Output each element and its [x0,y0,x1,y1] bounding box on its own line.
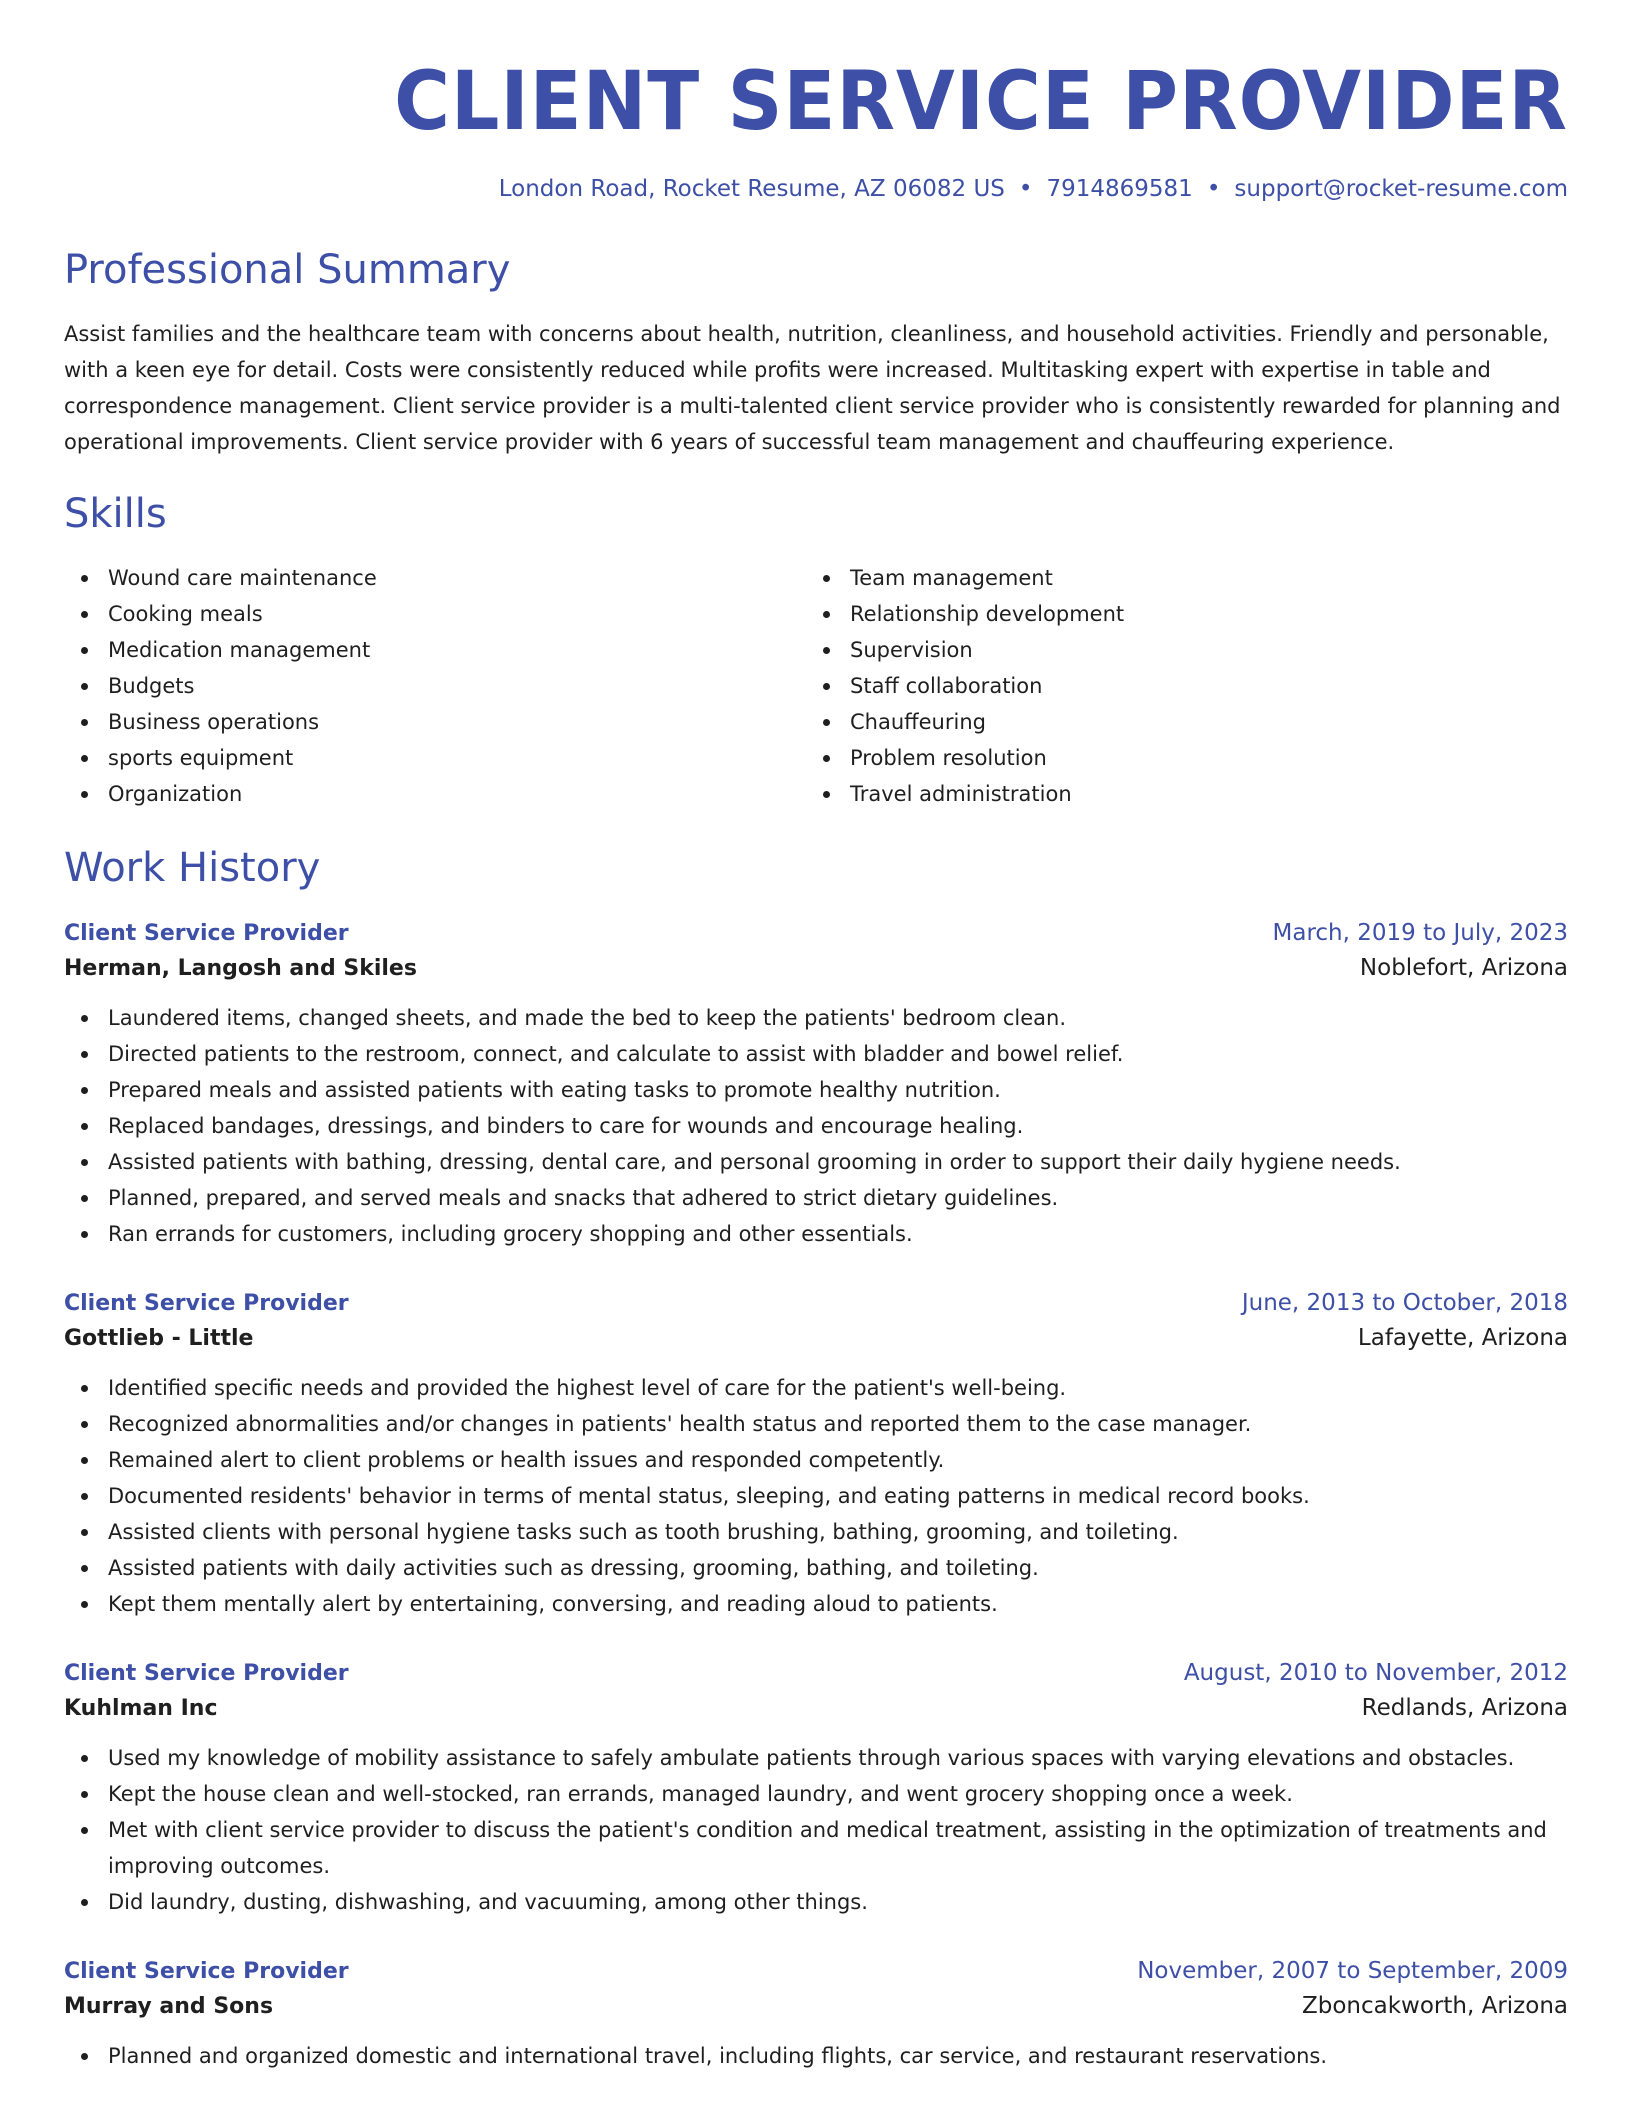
job-header-row [64,918,1568,949]
section-title-skills: Skills [64,491,167,537]
email-address: support@rocket-resume.com [1234,176,1568,202]
section-title-work-history: Work History [64,845,321,891]
job-bullet: Identified specific needs and provided the highest level of care for the patient's well-being. [64,1370,1568,1406]
skill-item: Medication management [64,632,806,668]
job-bullet: Laundered items, changed sheets, and made the bed to keep the patients' bedroom clean. [64,1000,1568,1036]
phone-number: 7914869581 [1046,176,1193,202]
section-title-summary: Professional Summary [64,247,511,293]
job-title: Client Service Provider [64,921,349,946]
skill-item: Team management [806,560,1548,596]
job-company-row [64,1319,1568,1358]
skill-item: Staff collaboration [806,668,1548,704]
job-title: Client Service Provider [64,1959,349,1984]
job-bullets [64,1370,1568,1622]
job-bullet: Prepared meals and assisted patients with eating tasks to promote healthy nutrition. [64,1072,1568,1108]
skill-item: Business operations [64,704,806,740]
job-bullet: Recognized abnormalities and/or changes in patients' health status and reported them to the case manager. [64,1406,1568,1442]
job-company: Gottlieb - Little [64,1326,254,1351]
job-bullet: Used my knowledge of mobility assistance to safely ambulate patients through various spaces with varying elevations and obstacles. [64,1740,1568,1776]
job-bullet: Met with client service provider to discuss the patient's condition and medical treatment, assisting in the optimization of treatments and improving outcomes. [64,1812,1568,1884]
job-bullet: Kept the house clean and well-stocked, ran errands, managed laundry, and went grocery shopping once a week. [64,1776,1568,1812]
skill-item: Wound care maintenance [64,560,806,596]
resume-header [64,0,1568,204]
job-header-row [64,1288,1568,1319]
address: London Road, Rocket Resume, AZ 06082 US [498,176,1005,202]
skill-item: Chauffeuring [806,704,1548,740]
summary-text: Assist families and the healthcare team with concerns about health, nutrition, cleanliness, and household activities. Friendly and personable, with a keen eye for detail. Costs were consistently reduced while profits were increased. Multitasking expert with expertise in table and correspondence management. Client service provider is a multi-talented client service provider who is consistently rewarded for planning and operational improvements. Client service provider with 6 years of successful team management and chauffeuring experience. [64,322,1561,454]
job-dates: November, 2007 to September, 2009 [1137,1958,1568,1984]
job-entry [64,1288,1568,1622]
job-bullet: Assisted clients with personal hygiene tasks such as tooth brushing, bathing, grooming, and toileting. [64,1514,1568,1550]
job-location: Lafayette, Arizona [1357,1325,1568,1351]
job-entry [64,918,1568,1252]
skill-item: Travel administration [806,776,1548,812]
job-bullet: Replaced bandages, dressings, and binders to care for wounds and encourage healing. [64,1108,1568,1144]
job-company: Murray and Sons [64,1994,274,2019]
job-bullets [64,1000,1568,1252]
job-company-row [64,1689,1568,1728]
skill-item: Supervision [806,632,1548,668]
skill-item: Problem resolution [806,740,1548,776]
job-company-row [64,949,1568,988]
job-company-row [64,1987,1568,2026]
contact-line [64,174,1568,204]
job-bullets [64,2038,1568,2074]
job-bullets [64,1740,1568,1920]
job-dates: June, 2013 to October, 2018 [1241,1290,1568,1316]
job-dates: March, 2019 to July, 2023 [1272,920,1568,946]
job-company: Herman, Langosh and Skiles [64,956,417,981]
separator-dot: • [1206,176,1221,202]
job-header-row [64,1658,1568,1689]
job-entry [64,1658,1568,1920]
job-bullet: Planned, prepared, and served meals and snacks that adhered to strict dietary guidelines. [64,1180,1568,1216]
job-title: Client Service Provider [64,1661,349,1686]
skill-item: Budgets [64,668,806,704]
job-bullet: Directed patients to the restroom, connect, and calculate to assist with bladder and bowel relief. [64,1036,1568,1072]
skill-item: sports equipment [64,740,806,776]
skills-column-left [64,560,806,812]
job-title: Client Service Provider [64,1291,349,1316]
job-bullet: Kept them mentally alert by entertaining, conversing, and reading aloud to patients. [64,1586,1568,1622]
skill-item: Organization [64,776,806,812]
job-location: Zboncakworth, Arizona [1301,1993,1568,2019]
job-entry [64,1956,1568,2074]
job-dates: August, 2010 to November, 2012 [1183,1660,1568,1686]
job-bullet: Planned and organized domestic and international travel, including flights, car service, and restaurant reservations. [64,2038,1568,2074]
job-bullet: Did laundry, dusting, dishwashing, and vacuuming, among other things. [64,1884,1568,1920]
job-header-row [64,1956,1568,1987]
job-location: Redlands, Arizona [1361,1695,1568,1721]
job-bullet: Documented residents' behavior in terms of mental status, sleeping, and eating patterns in medical record books. [64,1478,1568,1514]
separator-dot: • [1018,176,1033,202]
job-bullet: Assisted patients with daily activities such as dressing, grooming, bathing, and toileting. [64,1550,1568,1586]
job-bullet: Assisted patients with bathing, dressing, dental care, and personal grooming in order to support their daily hygiene needs. [64,1144,1568,1180]
candidate-name: CLIENT SERVICE PROVIDER [394,55,1569,149]
job-bullet: Remained alert to client problems or health issues and responded competently. [64,1442,1568,1478]
skill-item: Cooking meals [64,596,806,632]
job-company: Kuhlman Inc [64,1696,218,1721]
skill-item: Relationship development [806,596,1548,632]
skills-column-right [806,560,1548,812]
job-bullet: Ran errands for customers, including grocery shopping and other essentials. [64,1216,1568,1252]
skills-list [64,560,1568,812]
job-location: Noblefort, Arizona [1359,955,1568,981]
